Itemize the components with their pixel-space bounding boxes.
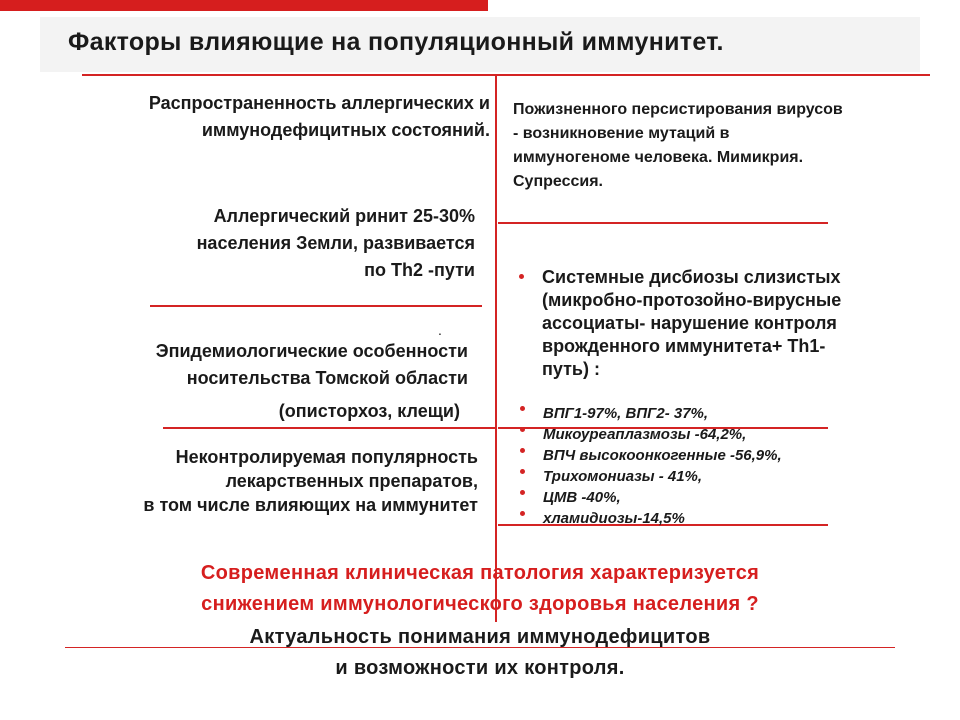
right-block-viruses: [513, 98, 953, 194]
text-line: Современная клиническая патология характеризуется: [200, 562, 760, 584]
bullet-icon: [520, 406, 525, 411]
text-line: Пожизненного персистирования вирусов: [513, 101, 843, 118]
list-item: ВПГ1-97%, ВПГ2- 37%,: [543, 405, 709, 422]
text-line: Супрессия.: [513, 173, 603, 190]
thick-divider-bar: [0, 0, 488, 11]
text-line: Распространенность аллергических и: [148, 93, 490, 113]
left-block-rhinitis: [20, 203, 475, 284]
left-divider-1: [150, 305, 482, 307]
infection-list: [543, 403, 923, 529]
text-line: и возможности их контроля.: [335, 657, 625, 679]
text-line: Системные дисбиозы слизистых: [542, 267, 841, 287]
right-block-dysbiosis: [542, 266, 952, 381]
text-line: снижением иммунологического здоровья населения ?: [201, 593, 759, 615]
right-divider-1: [498, 222, 828, 224]
list-bullets: [517, 403, 527, 533]
text-line: лекарственных препаратов,: [225, 471, 478, 491]
text-line: Аллергический ринит 25-30%: [213, 206, 475, 226]
text-line: носительства Томской области: [186, 368, 468, 388]
text-line: - возникновение мутаций в: [513, 125, 730, 142]
left-block-drugs: [10, 445, 478, 517]
page-title: Факторы влияющие на популяционный иммунитет.: [68, 28, 724, 56]
text-line: ассоциаты- нарушение контроля: [542, 313, 837, 333]
bullet-icon: [519, 274, 524, 279]
text-line: населения Земли, развивается: [196, 233, 475, 253]
conclusion-red: [40, 558, 920, 620]
left-block-epidemiology-note: (описторхоз, клещи): [278, 401, 460, 421]
left-divider-2: [163, 427, 496, 429]
list-item: Трихомониазы - 41%,: [543, 468, 703, 485]
text-line: Эпидемиологические особенности: [155, 341, 468, 361]
title-underline: [82, 74, 930, 76]
list-item: ЦМВ -40%,: [543, 489, 621, 506]
text-line: по Th2 -пути: [364, 260, 475, 280]
bullet-icon: [520, 448, 525, 453]
list-item: Микоуреаплазмозы -64,2%,: [543, 426, 747, 443]
bullet-icon: [520, 490, 525, 495]
stray-dot: .: [438, 322, 442, 338]
list-item: хламидиозы-14,5%: [543, 510, 685, 527]
text-line: Актуальность понимания иммунодефицитов: [249, 626, 711, 648]
text-line: Неконтролируемая популярность: [175, 447, 478, 467]
bullet-icon: [520, 427, 525, 432]
text-line: в том числе влияющих на иммунитет: [143, 495, 478, 515]
text-line: иммунодефицитных состояний.: [201, 120, 490, 140]
text-line: врожденного иммунитета+ Th1-: [542, 336, 826, 356]
text-line: иммуногеноме человека. Мимикрия.: [513, 149, 804, 166]
left-block-prevalence: [20, 90, 490, 144]
list-item: ВПЧ высокоонкогенные -56,9%,: [543, 447, 782, 464]
left-block-epidemiology: [20, 338, 468, 392]
bullet-icon: [520, 511, 525, 516]
conclusion-dark: [40, 622, 920, 684]
text-line: (микробно-протозойно-вирусные: [542, 290, 842, 310]
center-divider: [495, 74, 497, 622]
text-line: путь) :: [542, 359, 600, 379]
bullet-icon: [520, 469, 525, 474]
